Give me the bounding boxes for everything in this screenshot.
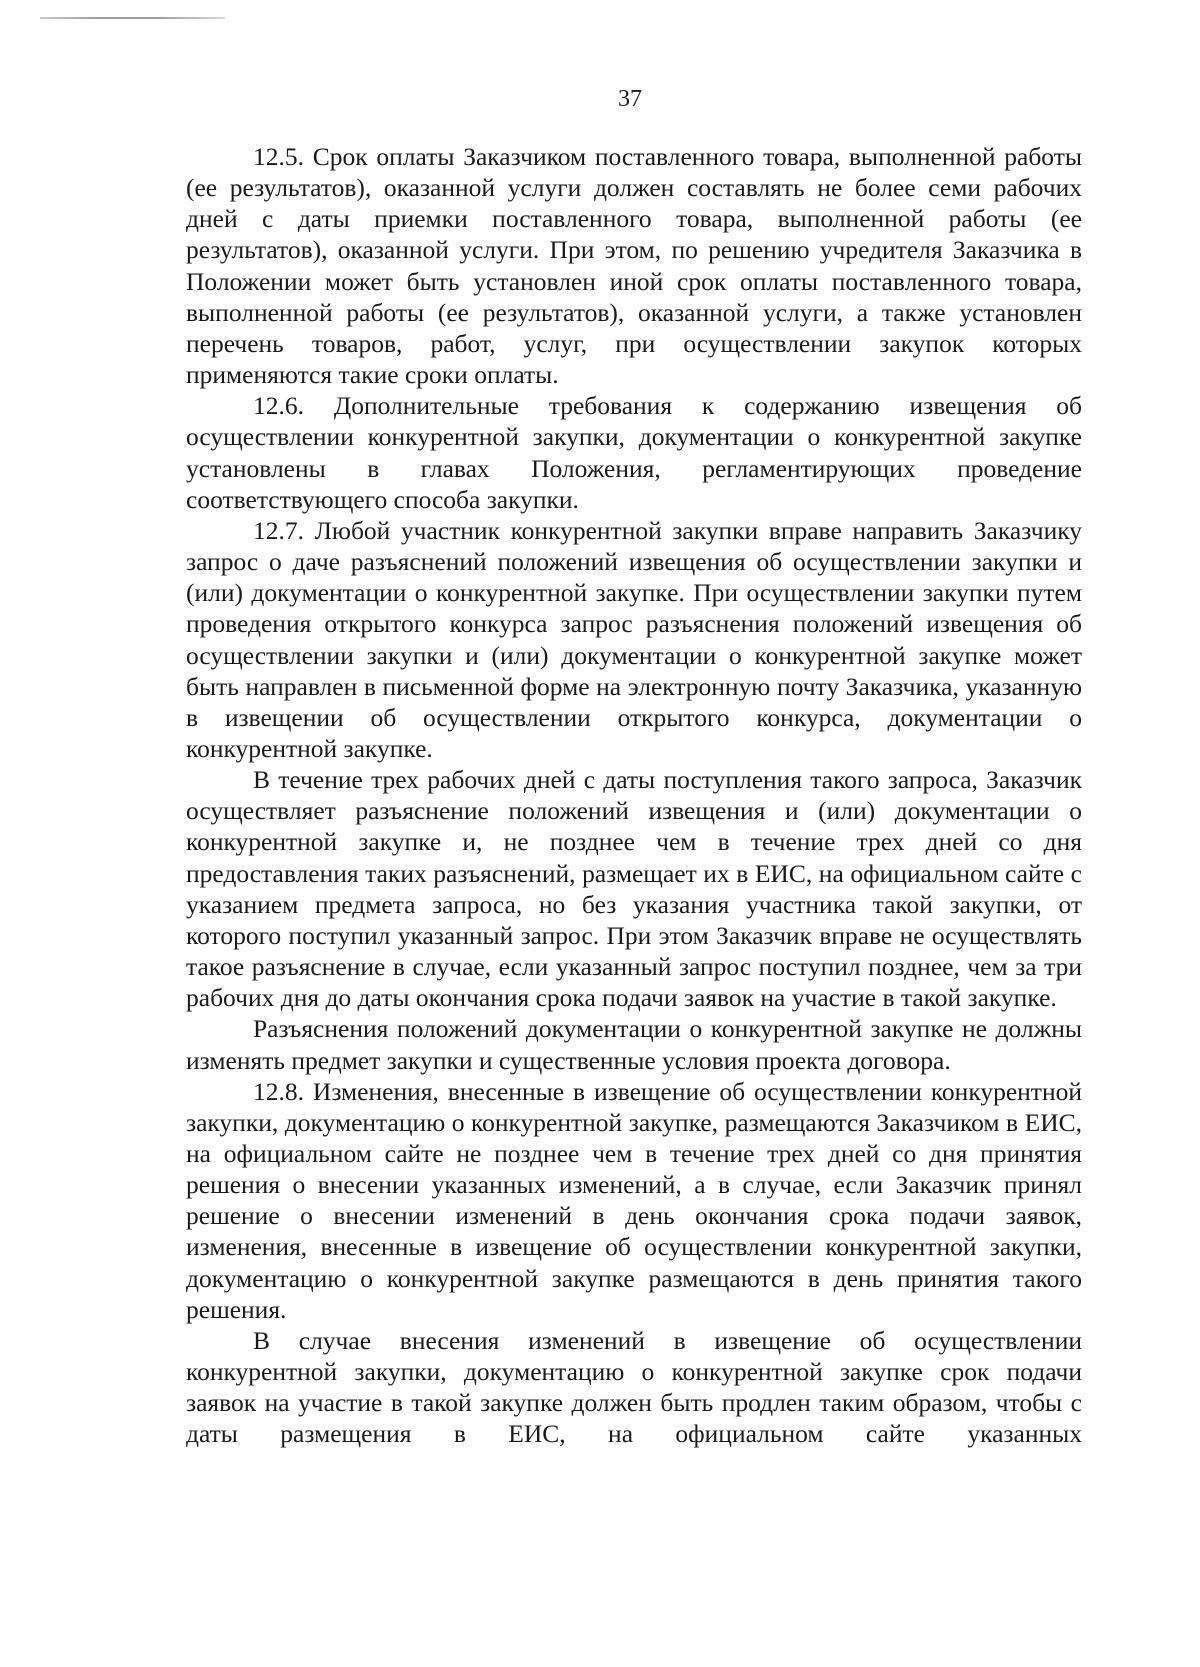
paragraph-12-5: 12.5. Срок оплаты Заказчиком поставленного товара, выполненной работы (ее результатов), оказанной услуги должен составлять не более семи рабочих дней с даты приемки поставленного товара, выполненной работы (ее результатов), оказанной услуги. При этом, по решению учредителя Заказчика в Положении может быть установлен иной срок оплаты поставленного товара, выполненной работы (ее результатов), оказанной услуги, а также установлен перечень товаров, работ, услуг, при осуществлении закупок которых применяются такие сроки оплаты. xyxy=(186,142,1082,390)
paragraph-12-8: 12.8. Изменения, внесенные в извещение об осуществлении конкурентной закупки, документацию о конкурентной закупке, размещаются Заказчиком в ЕИС, на официальном сайте не позднее чем в течение трех дней со дня принятия решения о внесении указанных изменений, а в случае, если Заказчик принял решение о внесении изменений в день окончания срока подачи заявок, изменения, внесенные в извещение об осуществлении конкурентной закупки, документацию о конкурентной закупке размещаются в день принятия такого решения. xyxy=(186,1076,1082,1324)
paragraph-deadline-extension: В случае внесения изменений в извещение об осуществлении конкурентной закупки, документацию о конкурентной закупке срок подачи заявок на участие в такой закупке должен быть продлен таким образом, чтобы с даты размещения в ЕИС, на официальном сайте указанных xyxy=(186,1325,1082,1449)
scan-artifact xyxy=(40,17,225,19)
page-number: 37 xyxy=(618,86,642,112)
paragraph-clarification-deadline: В течение трех рабочих дней с даты поступления такого запроса, Заказчик осуществляет разъяснение положений извещения и (или) документации о конкурентной закупке и, не позднее чем в течение трех дней со дня предоставления таких разъяснений, размещает их в ЕИС, на официальном сайте с указанием предмета запроса, но без указания участника такой закупки, от которого поступил указанный запрос. При этом Заказчик вправе не осуществлять такое разъяснение в случае, если указанный запрос поступил позднее, чем за три рабочих дня до даты окончания срока подачи заявок на участие в такой закупке. xyxy=(186,765,1082,1013)
paragraph-12-6: 12.6. Дополнительные требования к содержанию извещения об осуществлении конкурентной закупки, документации о конкурентной закупке установлены в главах Положения, регламентирующих проведение соответствующего способа закупки. xyxy=(186,391,1082,514)
paragraph-clarification-limits: Разъяснения положений документации о конкурентной закупке не должны изменять предмет закупки и существенные условия проекта договора. xyxy=(186,1014,1082,1075)
paragraph-12-7: 12.7. Любой участник конкурентной закупки вправе направить Заказчику запрос о даче разъяснений положений извещения об осуществлении закупки и (или) документации о конкурентной закупке. При осуществлении закупки путем проведения открытого конкурса запрос разъяснения положений извещения об осуществлении закупки и (или) документации о конкурентной закупке может быть направлен в письменной форме на электронную почту Заказчика, указанную в извещении об осуществлении открытого конкурса, документации о конкурентной закупке. xyxy=(186,515,1082,763)
document-body xyxy=(186,141,1082,1450)
